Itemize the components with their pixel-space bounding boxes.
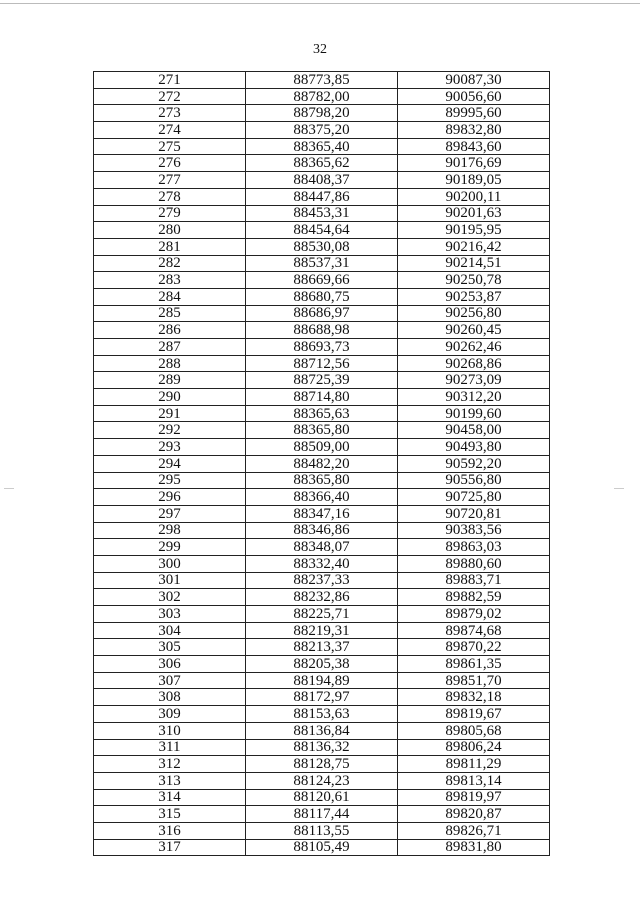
point-number-cell: 300 — [94, 555, 246, 572]
table-row — [94, 188, 550, 205]
table-row — [94, 138, 550, 155]
x-coordinate-cell: 88482,20 — [246, 455, 398, 472]
y-coordinate-cell: 90592,20 — [398, 455, 550, 472]
x-coordinate-cell: 88712,56 — [246, 355, 398, 372]
y-coordinate-cell: 89826,71 — [398, 822, 550, 839]
point-number-cell: 311 — [94, 739, 246, 756]
table-row — [94, 539, 550, 556]
point-number-cell: 272 — [94, 88, 246, 105]
y-coordinate-cell: 90087,30 — [398, 72, 550, 89]
table-row — [94, 589, 550, 606]
point-number-cell: 301 — [94, 572, 246, 589]
y-coordinate-cell: 89819,97 — [398, 789, 550, 806]
table-row — [94, 806, 550, 823]
x-coordinate-cell: 88346,86 — [246, 522, 398, 539]
y-coordinate-cell: 90725,80 — [398, 489, 550, 506]
point-number-cell: 314 — [94, 789, 246, 806]
y-coordinate-cell: 90195,95 — [398, 222, 550, 239]
x-coordinate-cell: 88136,84 — [246, 722, 398, 739]
y-coordinate-cell: 89879,02 — [398, 606, 550, 623]
table-row — [94, 555, 550, 572]
y-coordinate-cell: 89863,03 — [398, 539, 550, 556]
point-number-cell: 287 — [94, 339, 246, 356]
table-row — [94, 288, 550, 305]
x-coordinate-cell: 88365,80 — [246, 422, 398, 439]
page-number: 32 — [313, 42, 327, 57]
x-coordinate-cell: 88219,31 — [246, 622, 398, 639]
y-coordinate-cell: 90458,00 — [398, 422, 550, 439]
table-row — [94, 822, 550, 839]
y-coordinate-cell: 90312,20 — [398, 389, 550, 406]
y-coordinate-cell: 90556,80 — [398, 472, 550, 489]
y-coordinate-cell: 90200,11 — [398, 188, 550, 205]
x-coordinate-cell: 88232,86 — [246, 589, 398, 606]
y-coordinate-cell: 90256,80 — [398, 305, 550, 322]
x-coordinate-cell: 88124,23 — [246, 772, 398, 789]
y-coordinate-cell: 90056,60 — [398, 88, 550, 105]
y-coordinate-cell: 90260,45 — [398, 322, 550, 339]
y-coordinate-cell: 90176,69 — [398, 155, 550, 172]
y-coordinate-cell: 90262,46 — [398, 339, 550, 356]
x-coordinate-cell: 88725,39 — [246, 372, 398, 389]
table-row — [94, 305, 550, 322]
table-row — [94, 455, 550, 472]
table-row — [94, 222, 550, 239]
table-row — [94, 489, 550, 506]
point-number-cell: 288 — [94, 355, 246, 372]
y-coordinate-cell: 90720,81 — [398, 505, 550, 522]
x-coordinate-cell: 88153,63 — [246, 706, 398, 723]
y-coordinate-cell: 90201,63 — [398, 205, 550, 222]
y-coordinate-cell: 89811,29 — [398, 756, 550, 773]
y-coordinate-cell: 90253,87 — [398, 288, 550, 305]
y-coordinate-cell: 90216,42 — [398, 238, 550, 255]
point-number-cell: 316 — [94, 822, 246, 839]
point-number-cell: 313 — [94, 772, 246, 789]
y-coordinate-cell: 89883,71 — [398, 572, 550, 589]
table-row — [94, 339, 550, 356]
point-number-cell: 285 — [94, 305, 246, 322]
point-number-cell: 282 — [94, 255, 246, 272]
x-coordinate-cell: 88205,38 — [246, 656, 398, 673]
scan-mark-left — [4, 488, 14, 489]
x-coordinate-cell: 88194,89 — [246, 672, 398, 689]
point-number-cell: 306 — [94, 656, 246, 673]
y-coordinate-cell: 89806,24 — [398, 739, 550, 756]
table-row — [94, 88, 550, 105]
table-row — [94, 689, 550, 706]
x-coordinate-cell: 88365,63 — [246, 405, 398, 422]
x-coordinate-cell: 88773,85 — [246, 72, 398, 89]
point-number-cell: 304 — [94, 622, 246, 639]
table-row — [94, 122, 550, 139]
point-number-cell: 283 — [94, 272, 246, 289]
table-row — [94, 789, 550, 806]
table-row — [94, 522, 550, 539]
coordinates-table-body — [94, 72, 550, 856]
x-coordinate-cell: 88375,20 — [246, 122, 398, 139]
point-number-cell: 297 — [94, 505, 246, 522]
x-coordinate-cell: 88117,44 — [246, 806, 398, 823]
point-number-cell: 290 — [94, 389, 246, 406]
y-coordinate-cell: 89861,35 — [398, 656, 550, 673]
point-number-cell: 317 — [94, 839, 246, 856]
point-number-cell: 271 — [94, 72, 246, 89]
x-coordinate-cell: 88348,07 — [246, 539, 398, 556]
table-row — [94, 706, 550, 723]
point-number-cell: 308 — [94, 689, 246, 706]
point-number-cell: 305 — [94, 639, 246, 656]
point-number-cell: 315 — [94, 806, 246, 823]
x-coordinate-cell: 88680,75 — [246, 288, 398, 305]
y-coordinate-cell: 89843,60 — [398, 138, 550, 155]
x-coordinate-cell: 88688,98 — [246, 322, 398, 339]
x-coordinate-cell: 88128,75 — [246, 756, 398, 773]
point-number-cell: 292 — [94, 422, 246, 439]
point-number-cell: 286 — [94, 322, 246, 339]
y-coordinate-cell: 90214,51 — [398, 255, 550, 272]
y-coordinate-cell: 90199,60 — [398, 405, 550, 422]
x-coordinate-cell: 88693,73 — [246, 339, 398, 356]
y-coordinate-cell: 89820,87 — [398, 806, 550, 823]
y-coordinate-cell: 89819,67 — [398, 706, 550, 723]
x-coordinate-cell: 88225,71 — [246, 606, 398, 623]
table-row — [94, 205, 550, 222]
table-row — [94, 606, 550, 623]
y-coordinate-cell: 89805,68 — [398, 722, 550, 739]
point-number-cell: 277 — [94, 172, 246, 189]
point-number-cell: 303 — [94, 606, 246, 623]
point-number-cell: 299 — [94, 539, 246, 556]
point-number-cell: 278 — [94, 188, 246, 205]
table-row — [94, 472, 550, 489]
point-number-cell: 296 — [94, 489, 246, 506]
x-coordinate-cell: 88136,32 — [246, 739, 398, 756]
x-coordinate-cell: 88530,08 — [246, 238, 398, 255]
x-coordinate-cell: 88408,37 — [246, 172, 398, 189]
table-row — [94, 272, 550, 289]
table-row — [94, 355, 550, 372]
y-coordinate-cell: 90493,80 — [398, 439, 550, 456]
table-row — [94, 322, 550, 339]
point-number-cell: 279 — [94, 205, 246, 222]
table-row — [94, 722, 550, 739]
x-coordinate-cell: 88237,33 — [246, 572, 398, 589]
x-coordinate-cell: 88686,97 — [246, 305, 398, 322]
x-coordinate-cell: 88798,20 — [246, 105, 398, 122]
y-coordinate-cell: 89880,60 — [398, 555, 550, 572]
table-row — [94, 739, 550, 756]
x-coordinate-cell: 88714,80 — [246, 389, 398, 406]
y-coordinate-cell: 89832,18 — [398, 689, 550, 706]
y-coordinate-cell: 89832,80 — [398, 122, 550, 139]
x-coordinate-cell: 88447,86 — [246, 188, 398, 205]
point-number-cell: 273 — [94, 105, 246, 122]
y-coordinate-cell: 89870,22 — [398, 639, 550, 656]
x-coordinate-cell: 88669,66 — [246, 272, 398, 289]
table-row — [94, 255, 550, 272]
point-number-cell: 294 — [94, 455, 246, 472]
x-coordinate-cell: 88365,40 — [246, 138, 398, 155]
point-number-cell: 310 — [94, 722, 246, 739]
y-coordinate-cell: 89874,68 — [398, 622, 550, 639]
y-coordinate-cell: 89995,60 — [398, 105, 550, 122]
x-coordinate-cell: 88509,00 — [246, 439, 398, 456]
table-row — [94, 839, 550, 856]
y-coordinate-cell: 90273,09 — [398, 372, 550, 389]
x-coordinate-cell: 88113,55 — [246, 822, 398, 839]
table-row — [94, 672, 550, 689]
point-number-cell: 275 — [94, 138, 246, 155]
y-coordinate-cell: 90268,86 — [398, 355, 550, 372]
table-row — [94, 639, 550, 656]
point-number-cell: 280 — [94, 222, 246, 239]
table-row — [94, 422, 550, 439]
y-coordinate-cell: 90383,56 — [398, 522, 550, 539]
table-row — [94, 772, 550, 789]
point-number-cell: 276 — [94, 155, 246, 172]
table-row — [94, 389, 550, 406]
point-number-cell: 295 — [94, 472, 246, 489]
table-row — [94, 155, 550, 172]
x-coordinate-cell: 88213,37 — [246, 639, 398, 656]
point-number-cell: 312 — [94, 756, 246, 773]
x-coordinate-cell: 88172,97 — [246, 689, 398, 706]
x-coordinate-cell: 88782,00 — [246, 88, 398, 105]
point-number-cell: 291 — [94, 405, 246, 422]
point-number-cell: 284 — [94, 288, 246, 305]
table-row — [94, 372, 550, 389]
table-row — [94, 622, 550, 639]
point-number-cell: 274 — [94, 122, 246, 139]
y-coordinate-cell: 90189,05 — [398, 172, 550, 189]
point-number-cell: 309 — [94, 706, 246, 723]
x-coordinate-cell: 88105,49 — [246, 839, 398, 856]
table-row — [94, 238, 550, 255]
scan-edge-line — [0, 3, 640, 4]
coordinates-table — [93, 71, 550, 856]
table-row — [94, 405, 550, 422]
x-coordinate-cell: 88454,64 — [246, 222, 398, 239]
table-row — [94, 756, 550, 773]
point-number-cell: 281 — [94, 238, 246, 255]
x-coordinate-cell: 88365,62 — [246, 155, 398, 172]
point-number-cell: 307 — [94, 672, 246, 689]
y-coordinate-cell: 89851,70 — [398, 672, 550, 689]
y-coordinate-cell: 90250,78 — [398, 272, 550, 289]
table-row — [94, 572, 550, 589]
point-number-cell: 293 — [94, 439, 246, 456]
y-coordinate-cell: 89831,80 — [398, 839, 550, 856]
x-coordinate-cell: 88347,16 — [246, 505, 398, 522]
table-row — [94, 656, 550, 673]
table-row — [94, 505, 550, 522]
x-coordinate-cell: 88120,61 — [246, 789, 398, 806]
x-coordinate-cell: 88332,40 — [246, 555, 398, 572]
y-coordinate-cell: 89813,14 — [398, 772, 550, 789]
x-coordinate-cell: 88366,40 — [246, 489, 398, 506]
x-coordinate-cell: 88365,80 — [246, 472, 398, 489]
table-row — [94, 439, 550, 456]
table-row — [94, 172, 550, 189]
x-coordinate-cell: 88453,31 — [246, 205, 398, 222]
point-number-cell: 298 — [94, 522, 246, 539]
x-coordinate-cell: 88537,31 — [246, 255, 398, 272]
scan-mark-right — [614, 488, 624, 489]
point-number-cell: 302 — [94, 589, 246, 606]
table-row — [94, 72, 550, 89]
y-coordinate-cell: 89882,59 — [398, 589, 550, 606]
point-number-cell: 289 — [94, 372, 246, 389]
table-row — [94, 105, 550, 122]
